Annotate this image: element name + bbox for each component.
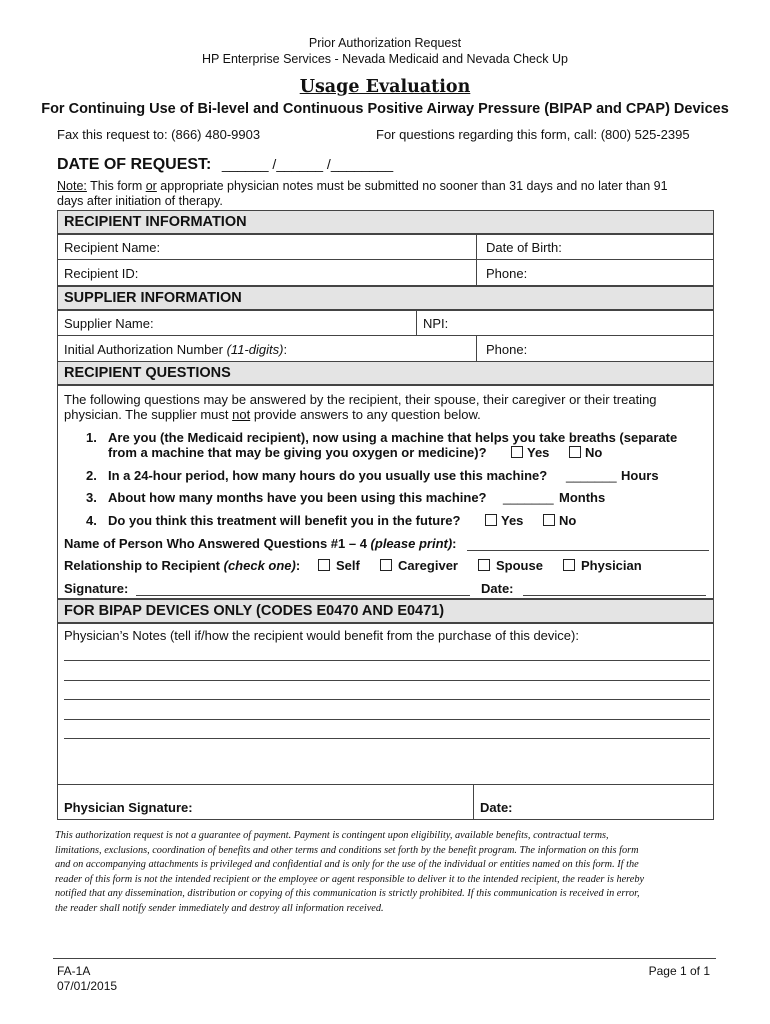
disclaimer-line-5: notified that any dissemination, distribution or copying of this communication is strictly prohibited. If this communication is received in error,	[55, 888, 640, 900]
fax-number: Fax this request to: (866) 480-9903	[57, 127, 261, 142]
header-line-1: Prior Authorization Request	[308, 36, 462, 50]
form-subtitle: For Continuing Use of Bi-level and Continuous Positive Airway Pressure (BIPAP and CPAP) Devices	[41, 101, 729, 117]
notes-line-2[interactable]	[64, 680, 710, 681]
answered-by-input-line[interactable]	[467, 550, 709, 551]
disclaimer-line-1: This authorization request is not a guarantee of payment. Payment is contingent upon eligibility, available benefits, contractual terms,	[55, 830, 609, 841]
disclaimer-line-4: reader of this form is not the intended recipient or the employee or agent responsible to deliver it to the intended recipient, the reader is hereby	[55, 873, 645, 885]
answered-by-hint: (please print)	[370, 536, 453, 551]
note-line-2: days after initiation of therapy.	[57, 194, 223, 208]
rel-caregiver-checkbox[interactable]	[380, 559, 392, 571]
note-line-1	[57, 179, 727, 193]
q4-no-label: No	[559, 513, 577, 528]
q3-unit: Months	[559, 490, 606, 505]
supplier-name-label: Supplier Name:	[64, 316, 154, 331]
q3-number: 3.	[86, 490, 97, 505]
rel-self-label: Self	[336, 558, 360, 573]
supplier-phone-field[interactable]	[476, 335, 714, 362]
rel-spouse-option[interactable]	[478, 558, 543, 573]
q1-no-option[interactable]	[569, 445, 602, 460]
rel-physician-option[interactable]	[563, 558, 642, 573]
questions-phone: For questions regarding this form, call: (800) 525-2395	[376, 127, 690, 142]
npi-label: NPI:	[423, 316, 449, 331]
q1-no-label: No	[585, 445, 603, 460]
answered-by-label	[64, 536, 457, 551]
date-of-request-field[interactable]: ______ /______ /________	[221, 156, 394, 172]
auth-colon: :	[283, 342, 288, 357]
q1-line-2: from a machine that may be giving you oxygen or medicine)?	[108, 445, 487, 460]
form-date: 07/01/2015	[57, 979, 118, 993]
auth-hint: (11-digits)	[226, 342, 284, 357]
q3-months-field[interactable]: _______	[503, 490, 554, 505]
questions-intro-line-2	[64, 407, 481, 422]
physician-date-label: Date:	[480, 800, 513, 815]
rel-self-checkbox[interactable]	[318, 559, 330, 571]
npi-field[interactable]	[416, 310, 714, 336]
q2-number: 2.	[86, 468, 97, 483]
answered-by-colon: :	[452, 536, 457, 551]
note-label: Note:	[57, 179, 87, 193]
q4-number: 4.	[86, 513, 97, 528]
recipient-info-heading: RECIPIENT INFORMATION	[57, 210, 714, 234]
date-of-request-label: DATE OF REQUEST:	[57, 156, 212, 173]
note-text-b: appropriate physician notes must be submitted no sooner than 31 days and no later than 91	[156, 179, 668, 193]
relationship-text: Relationship to Recipient	[64, 558, 224, 573]
disclaimer-line-3: and on accompanying attachments is privileged and confidential and is only for the use of the individual or entities named on this form. If the	[55, 859, 639, 871]
q4-text: Do you think this treatment will benefit you in the future?	[108, 513, 461, 528]
recipient-name-field[interactable]	[57, 234, 477, 260]
q3-text: About how many months have you been using this machine?	[108, 490, 487, 505]
rel-physician-checkbox[interactable]	[563, 559, 575, 571]
footer-divider	[53, 958, 716, 959]
rel-caregiver-label: Caregiver	[398, 558, 458, 573]
rel-spouse-checkbox[interactable]	[478, 559, 490, 571]
supplier-phone-label: Phone:	[486, 342, 528, 357]
rel-physician-label: Physician	[581, 558, 642, 573]
q1-line-1: Are you (the Medicaid recipient), now using a machine that helps you take breaths (separate	[108, 430, 678, 445]
page-number: Page 1 of 1	[648, 964, 710, 978]
q2-unit: Hours	[621, 468, 659, 483]
note-or: or	[145, 179, 157, 193]
q1-no-checkbox[interactable]	[569, 446, 581, 458]
recipient-id-label: Recipient ID:	[64, 266, 139, 281]
notes-line-5[interactable]	[64, 738, 710, 739]
form-id: FA-1A	[57, 964, 91, 978]
header-line-2: HP Enterprise Services - Nevada Medicaid and Nevada Check Up	[202, 52, 568, 66]
q2-text: In a 24-hour period, how many hours do you usually use this machine?	[108, 468, 548, 483]
notes-line-4[interactable]	[64, 719, 710, 720]
q1-yes-option[interactable]	[511, 445, 549, 460]
q4-yes-checkbox[interactable]	[485, 514, 497, 526]
relationship-label	[64, 558, 300, 573]
recipient-questions-heading: RECIPIENT QUESTIONS	[57, 361, 714, 385]
recipient-phone-label: Phone:	[486, 266, 528, 281]
supplier-info-heading: SUPPLIER INFORMATION	[57, 286, 714, 310]
notes-line-1[interactable]	[64, 660, 710, 661]
supplier-name-field[interactable]	[57, 310, 417, 336]
answered-by-text: Name of Person Who Answered Questions #1 – 4	[64, 536, 371, 551]
physician-date-field[interactable]	[473, 784, 714, 820]
intro-text-a: physician. The supplier must	[64, 407, 233, 422]
intro-not: not	[232, 407, 251, 422]
q1-yes-checkbox[interactable]	[511, 446, 523, 458]
recipient-phone-field[interactable]	[476, 259, 714, 286]
signature-date-label: Date:	[481, 581, 514, 596]
physician-signature-label: Physician Signature:	[64, 800, 193, 815]
initial-auth-number-field[interactable]	[57, 335, 477, 362]
physician-notes-label: Physician’s Notes (tell if/how the recipient would benefit from the purchase of this device):	[64, 628, 579, 643]
physician-signature-field[interactable]	[57, 784, 474, 820]
q1-number: 1.	[86, 430, 97, 445]
rel-spouse-label: Spouse	[496, 558, 543, 573]
recipient-id-field[interactable]	[57, 259, 477, 286]
auth-label: Initial Authorization Number	[64, 342, 227, 357]
rel-caregiver-option[interactable]	[380, 558, 458, 573]
q4-no-option[interactable]	[543, 513, 576, 528]
form-title: Usage Evaluation	[299, 77, 471, 97]
note-text-a: This form	[86, 179, 146, 193]
rel-self-option[interactable]	[318, 558, 360, 573]
q4-no-checkbox[interactable]	[543, 514, 555, 526]
bipap-heading: FOR BIPAP DEVICES ONLY (CODES E0470 AND E0471)	[57, 599, 714, 623]
q1-yes-label: Yes	[527, 445, 550, 460]
signature-input-line[interactable]	[136, 595, 470, 596]
relationship-hint: (check one)	[223, 558, 296, 573]
disclaimer-line-2: limitations, exclusions, coordination of benefits and other terms and conditions set forth by the benefit program. The information on this form	[55, 844, 639, 856]
disclaimer	[55, 829, 715, 917]
q4-yes-label: Yes	[501, 513, 524, 528]
signature-label: Signature:	[64, 581, 129, 596]
questions-intro-line-1: The following questions may be answered by the recipient, their spouse, their caregiver or their treating	[64, 392, 657, 407]
relationship-colon: :	[295, 558, 301, 573]
q4-yes-option[interactable]	[485, 513, 523, 528]
date-of-request	[57, 156, 393, 174]
disclaimer-line-6: the reader shall notify sender immediately and destroy all information received.	[55, 902, 384, 914]
date-of-birth-field[interactable]	[476, 234, 714, 260]
recipient-name-label: Recipient Name:	[64, 240, 161, 255]
notes-line-3[interactable]	[64, 699, 710, 700]
signature-date-input-line[interactable]	[523, 595, 706, 596]
date-of-birth-label: Date of Birth:	[486, 240, 562, 255]
intro-text-b: provide answers to any question below.	[250, 407, 481, 422]
q2-hours-field[interactable]: _______	[566, 468, 617, 483]
